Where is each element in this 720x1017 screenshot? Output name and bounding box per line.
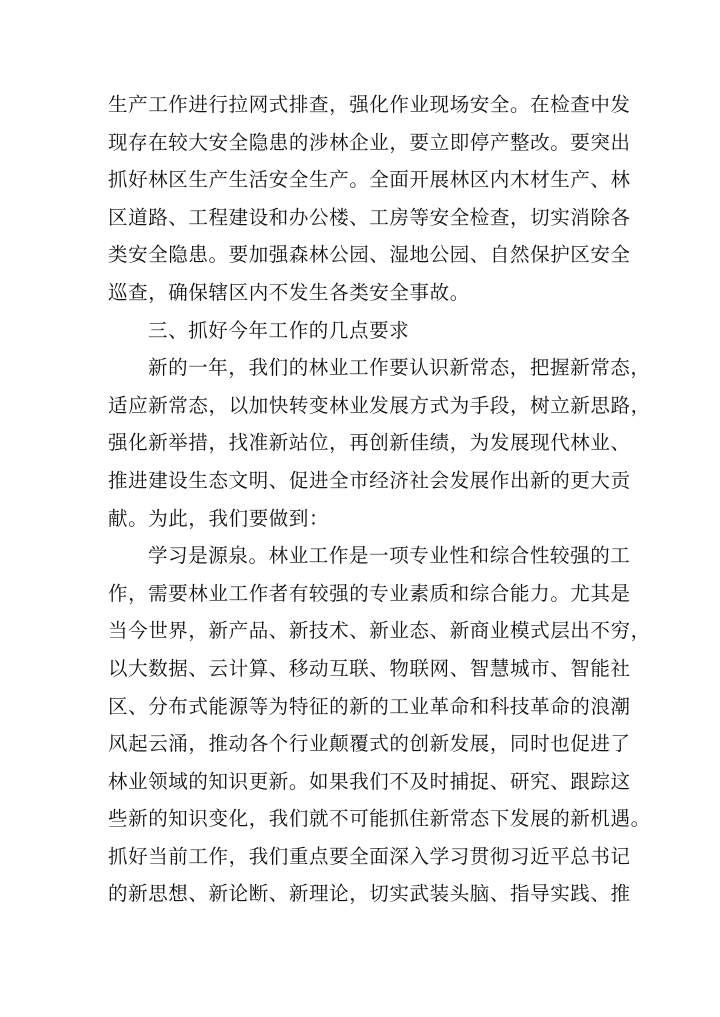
text-line: 林业领域的知识更新。如果我们不及时捕捉、研究、跟踪这 <box>108 769 631 793</box>
text-line: 适应新常态，以加快转变林业发展方式为手段，树立新思路， <box>108 393 651 417</box>
text-line: 区道路、工程建设和办公楼、工房等安全检查，切实消除各 <box>108 205 631 229</box>
text-line: 推进建设生态文明、促进全市经济社会发展作出新的更大贡 <box>108 468 631 492</box>
text-line: 类安全隐患。要加强森林公园、湿地公园、自然保护区安全 <box>108 243 631 267</box>
text-line: 的新思想、新论断、新理论，切实武装头脑、指导实践、推 <box>108 882 631 906</box>
text-line: 区、分布式能源等为特征的新的工业革命和科技革命的浪潮 <box>108 694 631 718</box>
text-line: 风起云涌，推动各个行业颠覆式的创新发展，同时也促进了 <box>108 732 631 756</box>
text-line: 抓好林区生产生活安全生产。全面开展林区内木材生产、林 <box>108 168 631 192</box>
text-line: 强化新举措，找准新站位，再创新佳绩，为发展现代林业、 <box>108 431 631 455</box>
text-line: 新的一年，我们的林业工作要认识新常态，把握新常态， <box>148 356 651 380</box>
text-line: 献。为此，我们要做到： <box>108 506 330 530</box>
text-line: 学习是源泉。林业工作是一项专业性和综合性较强的工 <box>148 544 631 568</box>
section-heading: 三、抓好今年工作的几点要求 <box>148 318 410 342</box>
text-line: 以大数据、云计算、移动互联、物联网、智慧城市、智能社 <box>108 656 631 680</box>
document-body <box>108 86 651 913</box>
text-line: 生产工作进行拉网式排查，强化作业现场安全。在检查中发 <box>108 93 631 116</box>
text-line: 当今世界，新产品、新技术、新业态、新商业模式层出不穷， <box>108 619 651 643</box>
text-line: 作，需要林业工作者有较强的专业素质和综合能力。尤其是 <box>108 581 631 605</box>
text-line: 现存在较大安全隐患的涉林企业，要立即停产整改。要突出 <box>108 130 631 154</box>
text-line: 些新的知识变化，我们就不可能抓住新常态下发展的新机遇。 <box>108 807 651 831</box>
text-line: 巡查，确保辖区内不发生各类安全事故。 <box>108 280 470 304</box>
text-line: 抓好当前工作，我们重点要全面深入学习贯彻习近平总书记 <box>108 844 631 868</box>
